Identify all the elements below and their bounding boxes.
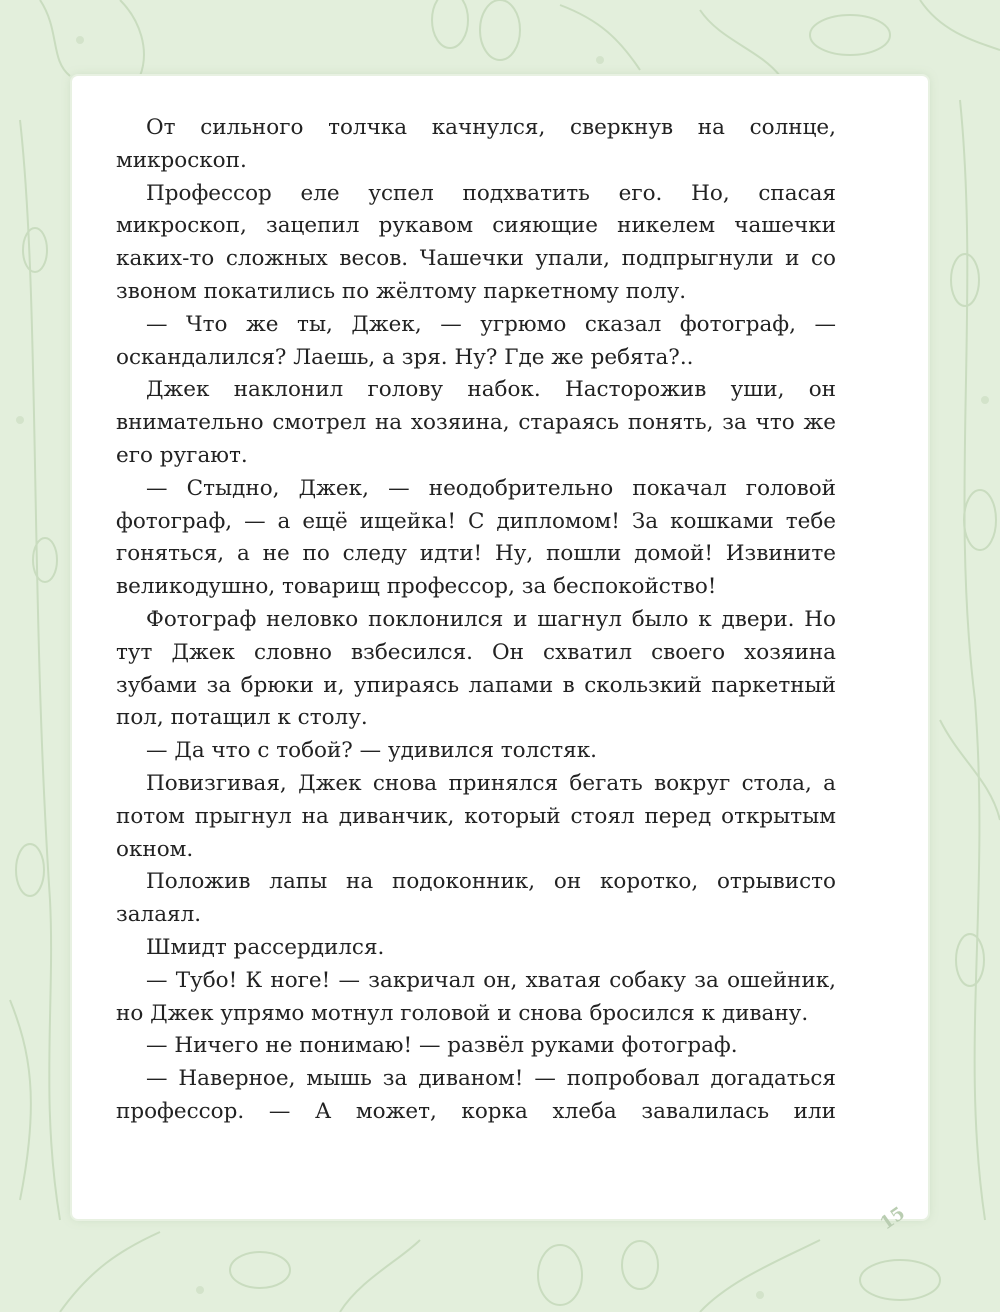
paragraph: — Что же ты, Джек, — угрюмо сказал фотограф, — оскандалился? Лаешь, а зря. Ну? Где же ребята?.. xyxy=(116,311,836,370)
paragraph: Джек наклонил голову набок. Насторожив уши, он внимательно смотрел на хозяина, стараясь понять, за что же его ругают. xyxy=(116,377,836,468)
paragraph: — Ничего не понимаю! — развёл руками фотограф. xyxy=(146,1033,738,1059)
story-text xyxy=(116,112,836,1129)
paragraph: — Стыдно, Джек, — неодобрительно покачал головой фотограф, — а ещё ищейка! С дипломом! За кошками тебе гоняться, а не по следу идти! Ну, пошли домой! Извините великодушно, товарищ профессор, за беспокойство! xyxy=(116,475,836,600)
paragraph: Шмидт рассердился. xyxy=(146,934,385,960)
paragraph: Профессор еле успел подхватить его. Но, спасая микроскоп, зацепил рукавом сияющие никелем чашечки каких-то сложных весов. Чашечки упали, подпрыгнули и со звоном покатились по жёлтому паркетному полу. xyxy=(116,180,836,304)
paragraph: Фотограф неловко поклонился и шагнул было к двери. Но тут Джек словно взбесился. Он схватил своего хозяина зубами за брюки и, упираясь лапами в скользкий паркетный пол, потащил к столу. xyxy=(116,606,836,731)
paragraph: Положив лапы на подоконник, он коротко, отрывисто залаял. xyxy=(116,869,836,928)
paragraph: Повизгивая, Джек снова принялся бегать вокруг стола, а потом прыгнул на диванчик, который стоял перед открытым окном. xyxy=(116,770,836,862)
paragraph: От сильного толчка качнулся, сверкнув на солнце, микроскоп. xyxy=(116,115,836,173)
paragraph: — Тубо! К ноге! — закричал он, хватая собаку за ошейник, но Джек упрямо мотнул головой и снова бросился к дивану. xyxy=(116,967,836,1026)
paragraph: — Да что с тобой? — удивился толстяк. xyxy=(146,738,597,764)
page-number: 15 xyxy=(876,1202,910,1235)
paragraph: — Наверное, мышь за диваном! — попробовал догадаться профессор. — А может, корка хлеба завалилась или xyxy=(116,1066,836,1124)
